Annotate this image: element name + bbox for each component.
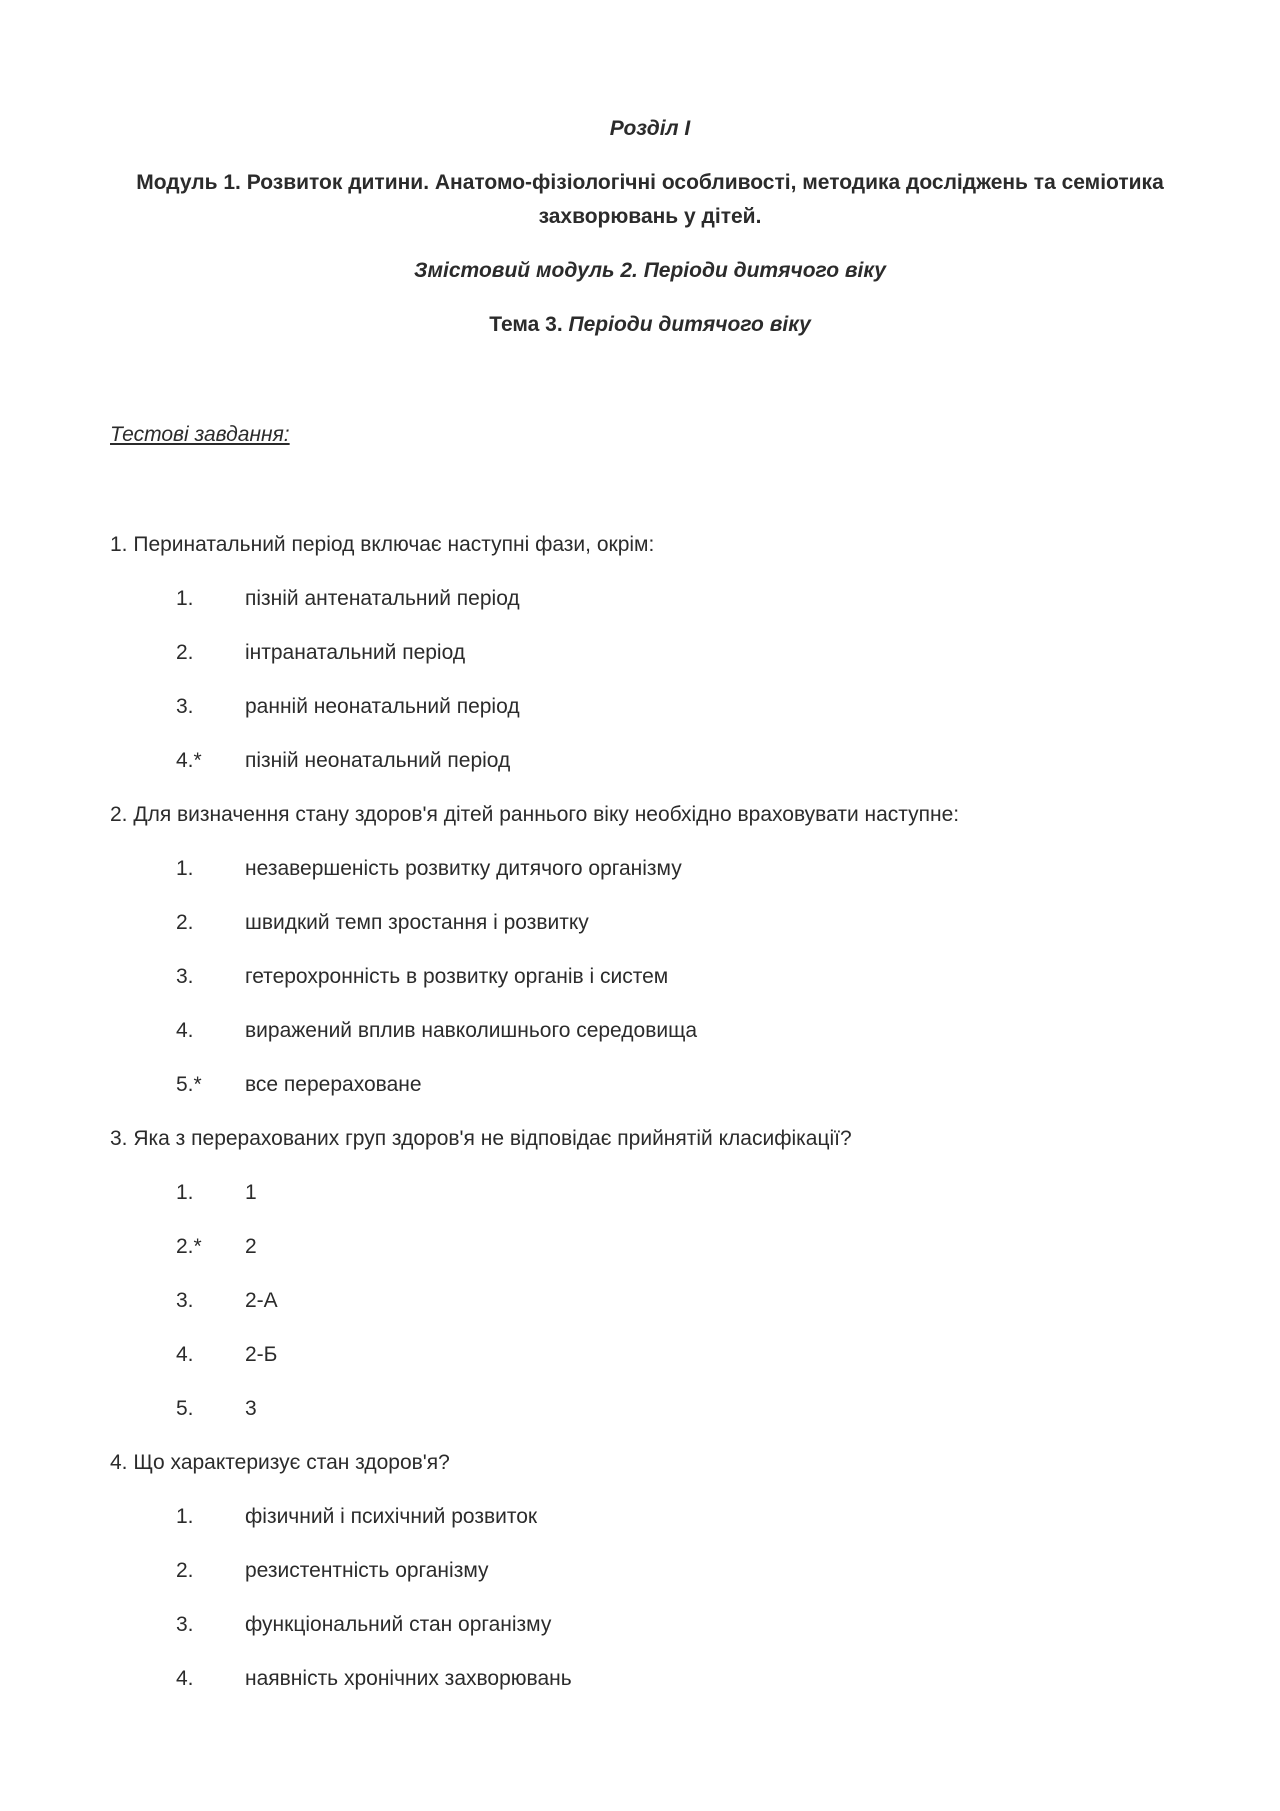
option-text: 2: [245, 1235, 257, 1258]
option-number: 4.: [176, 1343, 194, 1366]
option-text: пізній неонатальний період: [245, 749, 511, 772]
question-2: 2. Для визначення стану здоров'я дітей раннього віку необхідно враховувати наступне:: [110, 803, 960, 826]
option-number: 2.: [176, 641, 194, 664]
option-number: 3.: [176, 695, 194, 718]
option-text: інтранатальний період: [245, 641, 466, 664]
option-number: 5.*: [176, 1073, 202, 1096]
option-number: 2.: [176, 911, 194, 934]
option-text: ранній неонатальний період: [245, 695, 520, 718]
option-text: наявність хронічних захворювань: [245, 1667, 572, 1690]
option-text: 2-Б: [245, 1343, 278, 1366]
option-text: все перераховане: [245, 1073, 422, 1096]
topic-name: Періоди дитячого віку: [568, 313, 811, 336]
module-title: Модуль 1. Розвиток дитини. Анатомо-фізіологічні особливості, методика досліджень та семіотика захворювань у дітей.: [136, 171, 1164, 228]
section-title: Розділ I: [609, 117, 691, 140]
option-text: швидкий темп зростання і розвитку: [245, 911, 589, 934]
option-number: 4.*: [176, 749, 202, 772]
option-number: 1.: [176, 1181, 194, 1204]
option-text: фізичний і психічний розвиток: [245, 1505, 538, 1528]
option-text: 1: [245, 1181, 257, 1204]
topic-title: [110, 308, 1190, 342]
option-text: 2-А: [245, 1289, 278, 1312]
option-text: пізній антенатальний період: [245, 587, 520, 610]
option-number: 3.: [176, 965, 194, 988]
option-number: 4.: [176, 1667, 194, 1690]
option-text: гетерохронність в розвитку органів і систем: [245, 965, 669, 988]
option-number: 3.: [176, 1613, 194, 1636]
option-number: 4.: [176, 1019, 194, 1042]
option-number: 1.: [176, 857, 194, 880]
question-4: 4. Що характеризує стан здоров'я?: [110, 1451, 450, 1474]
question-1: 1. Перинатальний період включає наступні фази, окрім:: [110, 533, 655, 556]
option-text: незавершеність розвитку дитячого організму: [245, 857, 682, 880]
question-3: 3. Яка з перерахованих груп здоров'я не відповідає прийнятій класифікації?: [110, 1127, 852, 1150]
option-number: 2.*: [176, 1235, 202, 1258]
option-text: резистентність організму: [245, 1559, 489, 1582]
topic-label: Тема 3.: [489, 313, 563, 336]
option-text: функціональний стан організму: [245, 1613, 552, 1636]
option-number: 1.: [176, 1505, 194, 1528]
tests-heading: Тестові завдання:: [110, 423, 290, 446]
option-number: 3.: [176, 1289, 194, 1312]
option-number: 2.: [176, 1559, 194, 1582]
content-module-title: Змістовий модуль 2. Періоди дитячого віку: [414, 259, 886, 282]
option-number: 1.: [176, 587, 194, 610]
option-number: 5.: [176, 1397, 194, 1420]
option-text: виражений вплив навколишнього середовища: [245, 1019, 698, 1042]
option-text: 3: [245, 1397, 257, 1420]
